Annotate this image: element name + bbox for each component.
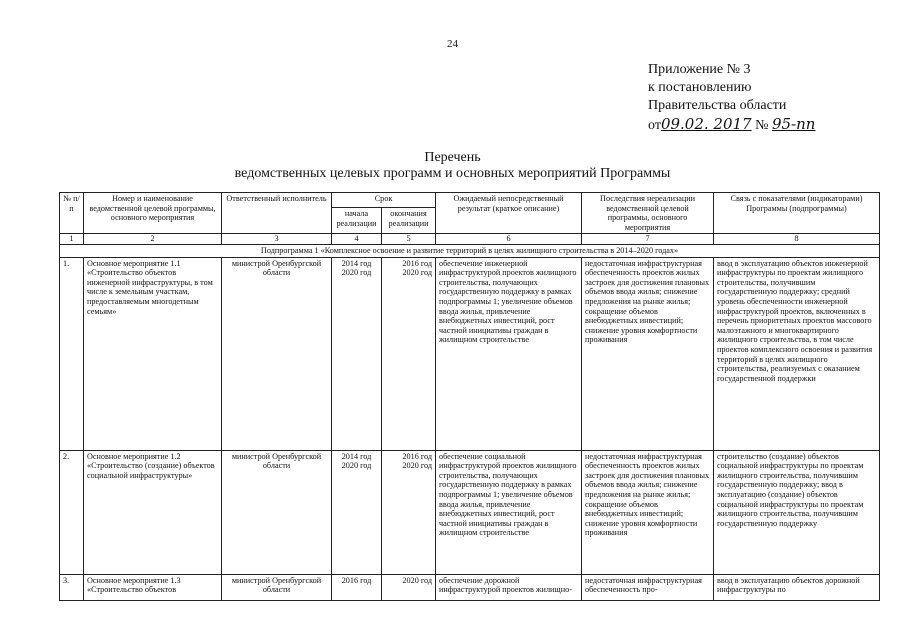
row-result: обеспечение дорожной инфраструктурой проектов жилищно-: [436, 574, 582, 600]
col-number: 8: [714, 234, 880, 245]
title-line-2: ведомственных целевых программ и основных мероприятий Программы: [234, 166, 671, 181]
row-consequences: недостаточная инфраструктурная обеспеченность про-: [582, 574, 714, 600]
appendix-date-line: [648, 115, 815, 135]
col-number: 2: [84, 234, 222, 245]
row-end: 2016 год 2020 год: [382, 450, 436, 574]
appendix-line-1: Приложение № 3: [648, 62, 751, 77]
header-name: Номер и наименование ведомственной целевой программы, основного мероприятия: [84, 193, 222, 234]
row-consequences: недостаточная инфраструктурная обеспеченность проектов жилых застроек для достижения плановых объемов ввода жилья; снижение предложения на рынке жилья; сокращение объемов внебюджетных инвестиций; снижение уровня комфортности проживания: [582, 450, 714, 574]
row-indicators: ввод в эксплуатацию объектов дорожной инфраструктуры по: [714, 574, 880, 600]
col-number: 3: [222, 234, 332, 245]
subprogram-row: [60, 244, 880, 257]
row-start: 2014 год 2020 год: [332, 450, 382, 574]
appendix-line-2: к постановлению: [648, 80, 752, 95]
row-name: Основное мероприятие 1.3 «Строительство объектов: [84, 574, 222, 600]
subprogram-title: Подпрограмма 1 «Комплексное освоение и развитие территорий в целях жилищного строительства в 2014–2020 годах»: [60, 244, 880, 257]
header-end: окончания реализации: [382, 207, 436, 233]
col-number: 4: [332, 234, 382, 245]
row-executor: министрой Оренбургской области: [222, 257, 332, 450]
column-numbers-row: [60, 234, 880, 245]
header-num: № п/п: [60, 193, 84, 234]
header-executor: Ответственный исполнитель: [222, 193, 332, 234]
header-consequences: Последствия нереализации ведомственной целевой программы, основного мероприятия: [582, 193, 714, 234]
row-start: 2016 год: [332, 574, 382, 600]
row-name: Основное мероприятие 1.2 «Строительство (создание) объектов социальной инфраструктуры»: [84, 450, 222, 574]
row-executor: министрой Оренбургской области: [222, 450, 332, 574]
row-start: 2014 год 2020 год: [332, 257, 382, 450]
from-label: от: [648, 118, 661, 133]
col-number: 6: [436, 234, 582, 245]
row-num: 1.: [60, 257, 84, 450]
col-number: 5: [382, 234, 436, 245]
table-row: [60, 257, 880, 450]
row-name: Основное мероприятие 1.1 «Строительство объектов инженерной инфраструктуры, в том числе к земельным участкам, предоставляемым многодетным семьям»: [84, 257, 222, 450]
handwritten-number: 95-пп: [771, 115, 816, 133]
programs-table: [59, 192, 880, 601]
appendix-line-3: Правительства области: [648, 98, 787, 113]
number-label: №: [755, 118, 769, 133]
document-title: [0, 150, 905, 182]
appendix-block: [648, 61, 815, 135]
row-num: 3.: [60, 574, 84, 600]
header-start: начала реализации: [332, 207, 382, 233]
col-number: 7: [582, 234, 714, 245]
row-indicators: строительство (создание) объектов социальной инфраструктуры по проектам жилищного строительства, получившим государственную поддержку; ввод в эксплуатацию (создание) объектов социальной инфраструктуры по проектам жилищного строительства, получившим государственную поддержку: [714, 450, 880, 574]
page-number: 24: [447, 38, 458, 50]
handwritten-date: 09.02. 2017: [660, 115, 752, 133]
header-indicators: Связь с показателями (индикаторами) Программы (подпрограммы): [714, 193, 880, 234]
row-consequences: недостаточная инфраструктурная обеспеченность проектов жилых застроек для достижения плановых объемов ввода жилья; снижение предложения на рынке жилья; сокращение объемов внебюджетных инвестиций; снижение уровня комфортности проживания: [582, 257, 714, 450]
title-line-1: Перечень: [424, 150, 481, 165]
table-row: [60, 450, 880, 574]
row-indicators: ввод в эксплуатацию объектов инженерной инфраструктуры по проектам жилищного строительства, получившим государственную поддержку; средний уровень обеспеченности инженерной инфраструктурой проектов, включенных в перечень приоритетных проектов массового малоэтажного и многоквартирного жилищного строительства, в том числе проектов комплексного освоения и развития территорий в целях жилищного строительства, реализуемых с оказанием государственной поддержки: [714, 257, 880, 450]
row-num: 2.: [60, 450, 84, 574]
col-number: 1: [60, 234, 84, 245]
row-executor: министрой Оренбургской области: [222, 574, 332, 600]
row-end: 2016 год 2020 год: [382, 257, 436, 450]
table-row: [60, 574, 880, 600]
header-row: [60, 193, 880, 208]
header-term: Срок: [332, 193, 436, 208]
header-result: Ожидаемый непосредственный результат (краткое описание): [436, 193, 582, 234]
row-result: обеспечение социальной инфраструктурой проектов жилищного строительства, получающих государственную поддержку в рамках подпрограммы 1; увеличение объемов ввода жилья, привлечение внебюджетных инвестиций, рост частной инициативы граждан в жилищном строительстве: [436, 450, 582, 574]
row-end: 2020 год: [382, 574, 436, 600]
row-result: обеспечение инженерной инфраструктурой проектов жилищного строительства, получающих государственную поддержку в рамках подпрограммы 1; увеличение объемов ввода жилья, привлечение внебюджетных инвестиций, рост частной инициативы граждан в жилищном строительстве: [436, 257, 582, 450]
